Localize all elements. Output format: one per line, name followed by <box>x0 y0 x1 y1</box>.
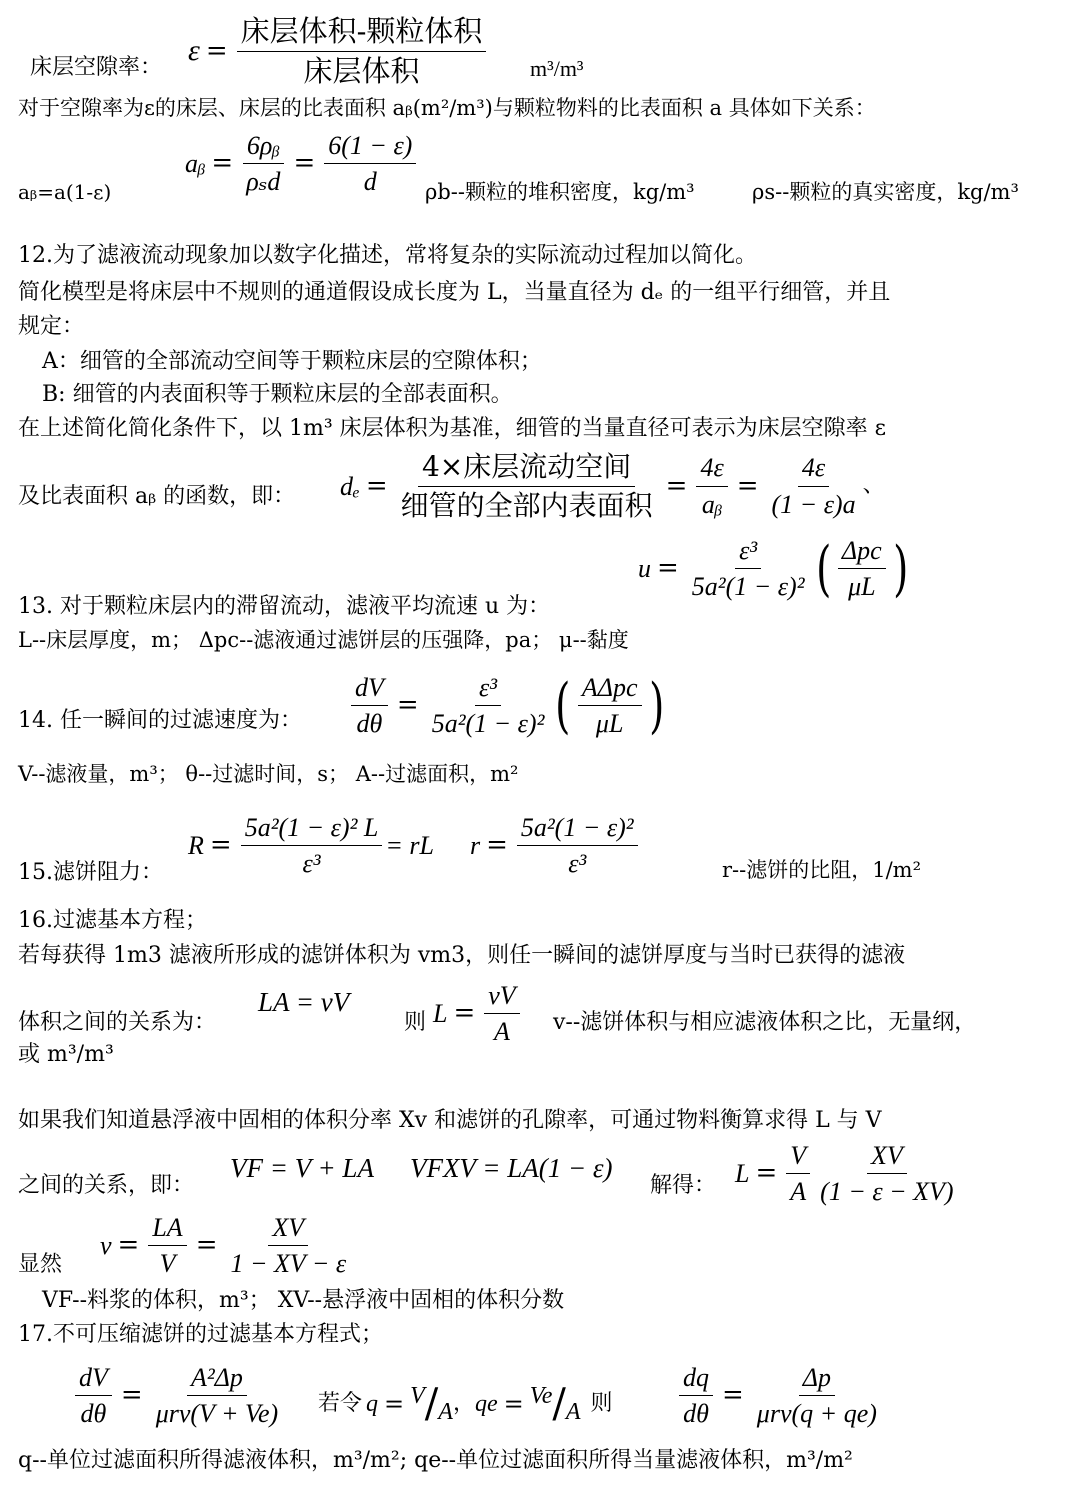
u-fraction-denominator: 5a²(1 − ε)² <box>691 572 805 602</box>
de-tail: 、 <box>862 472 885 498</box>
let-word: 若令 <box>318 1390 363 1416</box>
rate-fraction <box>428 672 549 739</box>
dv-dtheta <box>351 672 388 739</box>
ab-fraction-1-denominator: ρₛd <box>246 167 281 197</box>
equals-sign: = <box>503 1389 524 1418</box>
q-A: A <box>438 1398 453 1425</box>
equals-sign: = <box>453 998 476 1029</box>
R-fraction <box>241 812 383 879</box>
equals-sign: = <box>396 690 419 721</box>
left-paren: ( <box>555 670 571 741</box>
s15-definition: r--滤饼的比阻，1/m² <box>722 858 921 882</box>
u-fraction-numerator: ε³ <box>735 535 761 569</box>
dv-numerator: dV <box>351 672 388 706</box>
q-V: V <box>410 1382 425 1409</box>
de-fraction-2-numerator: 4ε <box>696 452 727 486</box>
slash-symbol: / <box>424 1381 439 1427</box>
L-formula <box>433 980 523 1047</box>
dq-dtheta <box>679 1362 713 1429</box>
V-denominator: V <box>159 1249 176 1279</box>
s16-line3: 如果我们知道悬浮液中固相的体积分率 Xv 和滤饼的孔隙率，可通过物料衡算求得 L 与 V <box>18 1108 882 1133</box>
q-filtration-equation <box>676 1362 884 1429</box>
L-fraction-numerator: vV <box>484 980 519 1014</box>
LA-over-V <box>148 1212 186 1279</box>
de-fraction-1 <box>397 450 657 522</box>
slash-symbol: / <box>552 1381 566 1427</box>
L-symbol: L <box>735 1159 750 1189</box>
s16-line4: 之间的关系，即： <box>18 1173 195 1198</box>
de-fraction-1-numerator: 4×床层流动空间 <box>418 450 635 487</box>
basic-fraction <box>152 1362 283 1429</box>
q-fraction-numerator: Δp <box>799 1362 835 1396</box>
s12-line2: 简化模型是将床层中不规则的通道假设成长度为 L，当量直径为 dₑ 的一组平行细管，并且 <box>18 280 891 305</box>
basic-filtration-equation <box>72 1362 285 1429</box>
de-fraction-3 <box>767 452 859 519</box>
ab-fraction-2-numerator: 6(1 − ε) <box>324 130 416 164</box>
true-density-def: ρs--颗粒的真实密度，kg/m³ <box>752 180 1019 204</box>
comma: ， <box>452 1390 475 1416</box>
dtheta-denominator: dθ <box>683 1399 709 1429</box>
s12-rule-a: A：细管的全部流动空间等于颗粒床层的空隙体积； <box>42 349 542 374</box>
s12-line1: 12.为了滤液流动现象加以数字化描述，常将复杂的实际流动过程加以简化。 <box>18 243 757 268</box>
r-fraction-denominator: ε³ <box>568 849 587 879</box>
r-symbol: r <box>469 831 481 861</box>
ab-fraction-1 <box>242 130 284 197</box>
qe-symbol: qe <box>474 1390 498 1417</box>
q-fraction-denominator: μrv(q + qe) <box>756 1399 877 1429</box>
material-balance-1: VF = V + LA <box>230 1153 374 1183</box>
r-fraction <box>517 812 638 879</box>
equals-sign: = <box>209 830 232 861</box>
rate-fraction-denominator: 5a²(1 − ε)² <box>431 709 545 739</box>
equals-sign: = <box>117 1230 140 1261</box>
s16-line1: 若每获得 1m3 滤液所形成的滤饼体积为 vm3，则任一瞬间的滤饼厚度与当时已获得的滤液 <box>18 943 906 968</box>
right-paren: ) <box>892 533 909 604</box>
equals-sign: = <box>205 35 228 66</box>
de-fraction-3-denominator: (1 − ε)a <box>771 489 856 519</box>
s15-text: 15.滤饼阻力： <box>18 860 163 885</box>
bulk-density-def: ρb--颗粒的堆积密度，kg/m³ <box>425 180 695 204</box>
V-numerator: V <box>786 1140 810 1174</box>
rL-term: = rL <box>385 831 434 861</box>
q-fraction <box>753 1362 881 1429</box>
s12-line5: 及比表面积 aᵦ 的函数，即： <box>18 484 296 509</box>
voidage-unit: m³/m³ <box>530 56 584 81</box>
rate-pressure-numerator: AΔpc <box>578 672 642 706</box>
dtheta-denominator: dθ <box>80 1399 107 1429</box>
ab-fraction-1-numerator: 6ρᵦ <box>243 130 284 164</box>
rate-pressure-fraction <box>578 672 642 739</box>
L-solution-formula <box>735 1140 961 1207</box>
equals-sign: = <box>657 553 679 584</box>
q-symbol: q <box>366 1390 379 1417</box>
rate-fraction-numerator: ε³ <box>475 672 501 706</box>
equals-sign: = <box>486 830 508 861</box>
v-Xv-numerator: XV <box>268 1212 308 1246</box>
s16-line2: 体积之间的关系为： <box>18 1010 217 1035</box>
basic-fraction-numerator: A²Δp <box>187 1362 247 1396</box>
s12-rule-b: B: 细管的内表面积等于颗粒床层的全部表面积。 <box>42 382 513 407</box>
equals-sign: = <box>211 148 234 179</box>
de-fraction-2 <box>696 452 727 519</box>
s12-line4: 在上述简化简化条件下，以 1m³ 床层体积为基准，细管的当量直径可表示为床层空隙率 ε <box>18 416 887 441</box>
s12-line3: 规定： <box>18 314 85 339</box>
LA-numerator: LA <box>148 1212 186 1246</box>
voidage-denominator: 床层体积 <box>303 53 420 88</box>
u-pressure-denominator: μL <box>848 572 876 602</box>
equals-sign: = <box>722 1380 744 1411</box>
qe-Ve: Ve <box>529 1382 553 1409</box>
A-denominator: A <box>790 1177 807 1207</box>
material-balance-2: VFXV = LA(1 − ε) <box>410 1153 613 1183</box>
dq-numerator: dq <box>679 1362 713 1396</box>
filtration-rate-formula <box>348 672 668 739</box>
s13-definitions: L--床层厚度，m； Δpc--滤液通过滤饼层的压强降，pa； μ--黏度 <box>18 628 629 652</box>
L-symbol: L <box>433 999 448 1029</box>
L-fraction-denominator: A <box>494 1017 510 1047</box>
equals-sign: = <box>755 1158 778 1189</box>
then-word: 则 <box>590 1390 613 1416</box>
dv-dtheta <box>75 1362 112 1429</box>
rate-pressure-denominator: μL <box>595 709 624 739</box>
ab-fraction-2-denominator: d <box>363 167 377 197</box>
equals-sign: = <box>120 1380 143 1411</box>
obviously-label: 显然 <box>18 1252 63 1277</box>
s16-title: 16.过滤基本方程； <box>18 908 207 933</box>
de-fraction-2-denominator: aᵦ <box>701 489 723 519</box>
R-symbol: R <box>188 831 204 861</box>
s14-text: 14. 任一瞬间的过滤速度为： <box>18 708 302 733</box>
dtheta-denominator: dθ <box>356 709 383 739</box>
voidage-fraction <box>237 14 487 89</box>
v-unit: 或 m³/m³ <box>18 1042 114 1067</box>
right-paren: ) <box>648 670 664 741</box>
ab-fraction-2 <box>324 130 416 197</box>
r-fraction-numerator: 5a²(1 − ε)² <box>517 812 638 846</box>
left-paren: ( <box>815 533 831 604</box>
equals-sign: = <box>293 148 316 179</box>
v-definition: v--滤饼体积与相应滤液体积之比，无量纲， <box>553 1010 977 1035</box>
equals-sign: = <box>736 470 759 501</box>
cake-resistance-formula <box>188 812 641 879</box>
s16-definitions: VF--料浆的体积，m³； XV--悬浮液中固相的体积分数 <box>42 1288 565 1313</box>
specific-surface-formula <box>185 130 419 197</box>
dv-numerator: dV <box>75 1362 112 1396</box>
voidage-symbol: ε <box>188 34 200 68</box>
ab-symbol: aᵦ <box>185 149 206 179</box>
v-solution-formula <box>100 1212 353 1279</box>
then-word: 则 <box>404 1010 427 1035</box>
equals-sign: = <box>195 1230 218 1261</box>
de-fraction-1-denominator: 细管的全部内表面积 <box>400 488 653 522</box>
equals-sign: = <box>665 470 688 501</box>
L-fraction <box>484 980 519 1047</box>
qe-A: A <box>565 1398 581 1425</box>
v-symbol: v <box>100 1231 112 1261</box>
equivalent-diameter-formula <box>340 450 885 522</box>
v-Xv-denominator: 1 − XV − ε <box>230 1249 347 1279</box>
u-pressure-numerator: Δpc <box>838 535 886 569</box>
solve-label: 解得： <box>650 1173 717 1198</box>
V-over-A <box>786 1140 810 1207</box>
voidage-label: 床层空隙率： <box>30 55 163 80</box>
Xv-denominator: (1 − ε − XV) <box>820 1177 954 1207</box>
equals-sign: = <box>384 1389 405 1418</box>
s13-text: 13. 对于颗粒床层内的滞留流动，滤液平均流速 u 为： <box>18 594 551 619</box>
voidage-numerator: 床层体积-颗粒体积 <box>237 14 487 52</box>
equals-sign: = <box>365 470 388 501</box>
s17-title: 17.不可压缩滤饼的过滤基本方程式； <box>18 1322 383 1347</box>
de-fraction-3-numerator: 4ε <box>798 452 829 486</box>
voidage-formula <box>188 14 489 89</box>
u-pressure-fraction <box>838 535 886 602</box>
R-fraction-numerator: 5a²(1 − ε)² L <box>241 812 383 846</box>
basic-fraction-denominator: μrv(V + Ve) <box>155 1399 279 1429</box>
de-symbol: dₑ <box>340 471 360 501</box>
R-fraction-denominator: ε³ <box>302 849 321 879</box>
specific-surface-intro: 对于空隙率为ε的床层、床层的比表面积 aᵦ(m²/m³)与颗粒物料的比表面积 a 具体如下关系： <box>18 96 876 120</box>
LA-vV-equation: LA = vV <box>258 987 350 1017</box>
mean-velocity-formula <box>638 535 912 602</box>
u-symbol: u <box>638 554 651 584</box>
s14-definitions: V--滤液量，m³； θ--过滤时间，s； A--过滤面积，m² <box>18 762 519 786</box>
u-fraction <box>688 535 809 602</box>
v-Xv-fraction <box>226 1212 350 1279</box>
s17-definitions: q--单位过滤面积所得滤液体积，m³/m²; qe--单位过滤面积所得当量滤液体积，m³/m² <box>18 1448 853 1473</box>
q-definition-formula <box>318 1380 613 1428</box>
ab-relation: aᵦ=a(1-ε) <box>18 180 112 204</box>
Xv-fraction <box>816 1140 957 1207</box>
Xv-numerator: XV <box>867 1140 907 1174</box>
